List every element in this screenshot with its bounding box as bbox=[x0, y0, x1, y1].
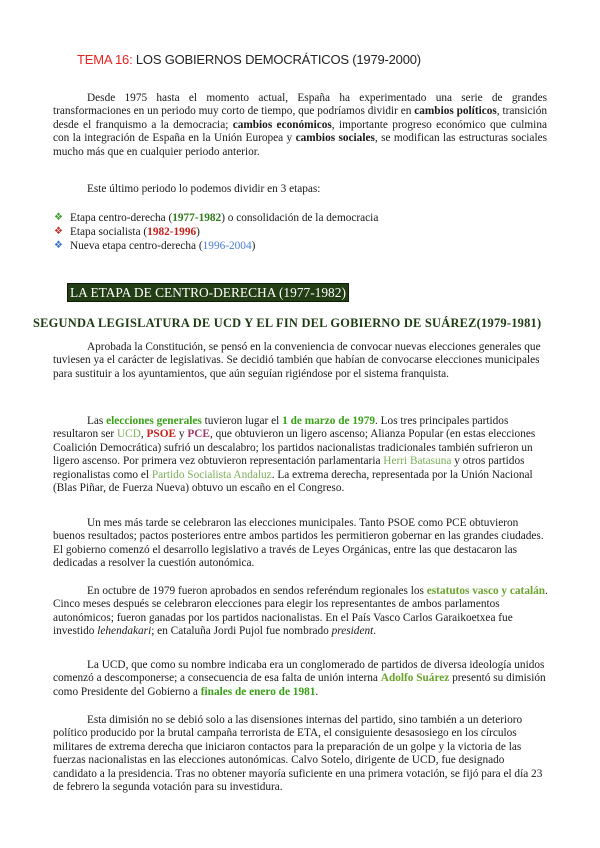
party-ucd: UCD bbox=[117, 428, 141, 441]
statutes-term: estatutos vasco y catalán bbox=[426, 585, 546, 597]
party-psoe: PSOE bbox=[146, 428, 177, 441]
page-title bbox=[77, 52, 421, 67]
stage-item: ❖ Nueva etapa centro-derecha (1996-2004) bbox=[54, 240, 256, 253]
economic-changes-term: cambios económicos bbox=[232, 118, 332, 131]
paragraph-general-elections: Las elecciones generales tuvieron lugar el 1 de marzo de 1979. Los tres principales partidos resultaron ser UCD, PSOE y PCE, que obtuvieron un ligero ascenso; Alianza Popular (en estas elecciones Coalición Democrática) sufrió un descalabro; los partidos nacionalistas tradicionales también sufrieron un ligero ascenso. Por primera vez obtuvieron representación parlamentaria Herri Batasuna y otros partidos regionalistas como el Partido Socialista Andaluz. La extrema derecha, representada por la Unión Nacional (Blas Piñar, de Fuerza Nueva) obtuvo un escaño en el Congreso. bbox=[53, 415, 536, 495]
stage-item: ❖ Etapa socialista (1982-1996) bbox=[54, 226, 200, 239]
president-term: president bbox=[331, 625, 374, 638]
intro-text-2: , transición desde el franquismo a la democracia; bbox=[53, 105, 547, 131]
intro-text-4: , se modifican las estructuras sociales mucho más que en cualquier periodo anterior. bbox=[53, 132, 547, 158]
red-diamond-bullet-icon: ❖ bbox=[54, 226, 63, 238]
intro-text-1: Desde 1975 hasta el momento actual, España ha experimentado una serie de grandes transformaciones en un periodo muy corto de tiempo, que podríamos dividir en bbox=[53, 92, 547, 118]
paragraph-ucd-collapse: La UCD, que como su nombre indicaba era un conglomerado de partidos de diversa ideología unidos comenzó a descomponerse; a consecuencia de esa falta de unión interna Adolfo Suárez presentó su dimisión como Presidente del Gobierno a finales de enero de 1981. bbox=[53, 659, 546, 698]
general-elections-term: elecciones generales bbox=[106, 415, 202, 427]
paragraph-statutes: En octubre de 1979 fueron aprobados en sendos referéndum regionales los estatutos vasco y catalán. Cinco meses después se celebraron elecciones para elegir los representantes de ambos parlamentos autonómicos; fueron ganadas por los partidos nacionalistas. En el País Vasco Carlos Garaikoetxea fue investido lehendakari; en Cataluña Jordi Pujol fue nombrado president. bbox=[53, 585, 548, 638]
title-text: LOS GOBIERNOS DEMOCRÁTICOS (1979-2000) bbox=[132, 52, 421, 67]
green-diamond-bullet-icon: ❖ bbox=[54, 212, 63, 223]
stages-intro: Este último periodo lo podemos dividir en 3 etapas: bbox=[87, 183, 321, 195]
section-subheading: SEGUNDA LEGISLATURA DE UCD Y EL FIN DEL GOBIERNO DE SUÁREZ(1979-1981) bbox=[33, 316, 542, 330]
stage-period: 1982-1996 bbox=[147, 226, 197, 239]
party-psa: Partido Socialista Andaluz bbox=[151, 468, 272, 481]
stage-period: 1996-2004 bbox=[202, 240, 252, 253]
party-herri-batasuna: Herri Batasuna bbox=[383, 455, 452, 468]
stages-list bbox=[54, 211, 378, 254]
resignation-date: finales de enero de 1981 bbox=[200, 685, 316, 698]
intro-paragraph bbox=[53, 92, 547, 159]
election-date: 1 de marzo de 1979 bbox=[282, 415, 375, 427]
party-pce: PCE bbox=[187, 428, 210, 441]
paragraph-constitution: Aprobada la Constitución, se pensó en la conveniencia de convocar nuevas elecciones generales que tuviesen ya el carácter de legislativas. Se decidió también que habían de convocarse elecciones municipales para sustituir a los ayuntamientos, que aún seguían rigiéndose por el sistema franquista. bbox=[53, 341, 541, 380]
paragraph-municipal-elections: Un mes más tarde se celebraron las elecciones municipales. Tanto PSOE como PCE obtuvieron buenos resultados; pactos posteriores entre ambos partidos les permitieron gobernar en las grandes ciudades. El gobierno comenzó el desarrollo legislativo a través de Leyes Orgánicas, entre las que destacaron las dedicadas a resolver la cuestión autonómica. bbox=[53, 517, 544, 570]
paragraph-resignation: Esta dimisión no se debió solo a las disensiones internas del partido, sino también a un deterioro político producido por la brutal campaña terrorista de ETA, el consiguiente desasosiego en los círculos militares de extrema derecha que iniciaron contactos para la preparación de un golpe y la victoria de las fuerzas nacionalistas en las elecciones autonómicas. Calvo Sotelo, dirigente de UCD, fue designado candidato a la presidencia. Tras no obtener mayoría suficiente en una primera votación, se fijó para el día 23 de febrero la segunda votación para su investidura. bbox=[53, 714, 543, 794]
lehendakari-term: lehendakari bbox=[97, 625, 152, 638]
political-changes-term: cambios políticos bbox=[414, 105, 497, 118]
suarez-name: Adolfo Suárez bbox=[380, 672, 450, 685]
stage-period: 1977-1982 bbox=[172, 212, 222, 224]
intro-text-3: , importante progreso económico que culmina con la integración de España en la Unión Europea y bbox=[53, 118, 547, 145]
title-prefix: TEMA 16: bbox=[77, 52, 133, 67]
social-changes-term: cambios sociales bbox=[295, 132, 375, 145]
stage-item: ❖ Etapa centro-derecha (1977-1982) o consolidación de la democracia bbox=[54, 212, 379, 224]
blue-diamond-bullet-icon: ❖ bbox=[54, 240, 63, 252]
section-banner: LA ETAPA DE CENTRO-DERECHA (1977-1982) bbox=[67, 283, 349, 302]
